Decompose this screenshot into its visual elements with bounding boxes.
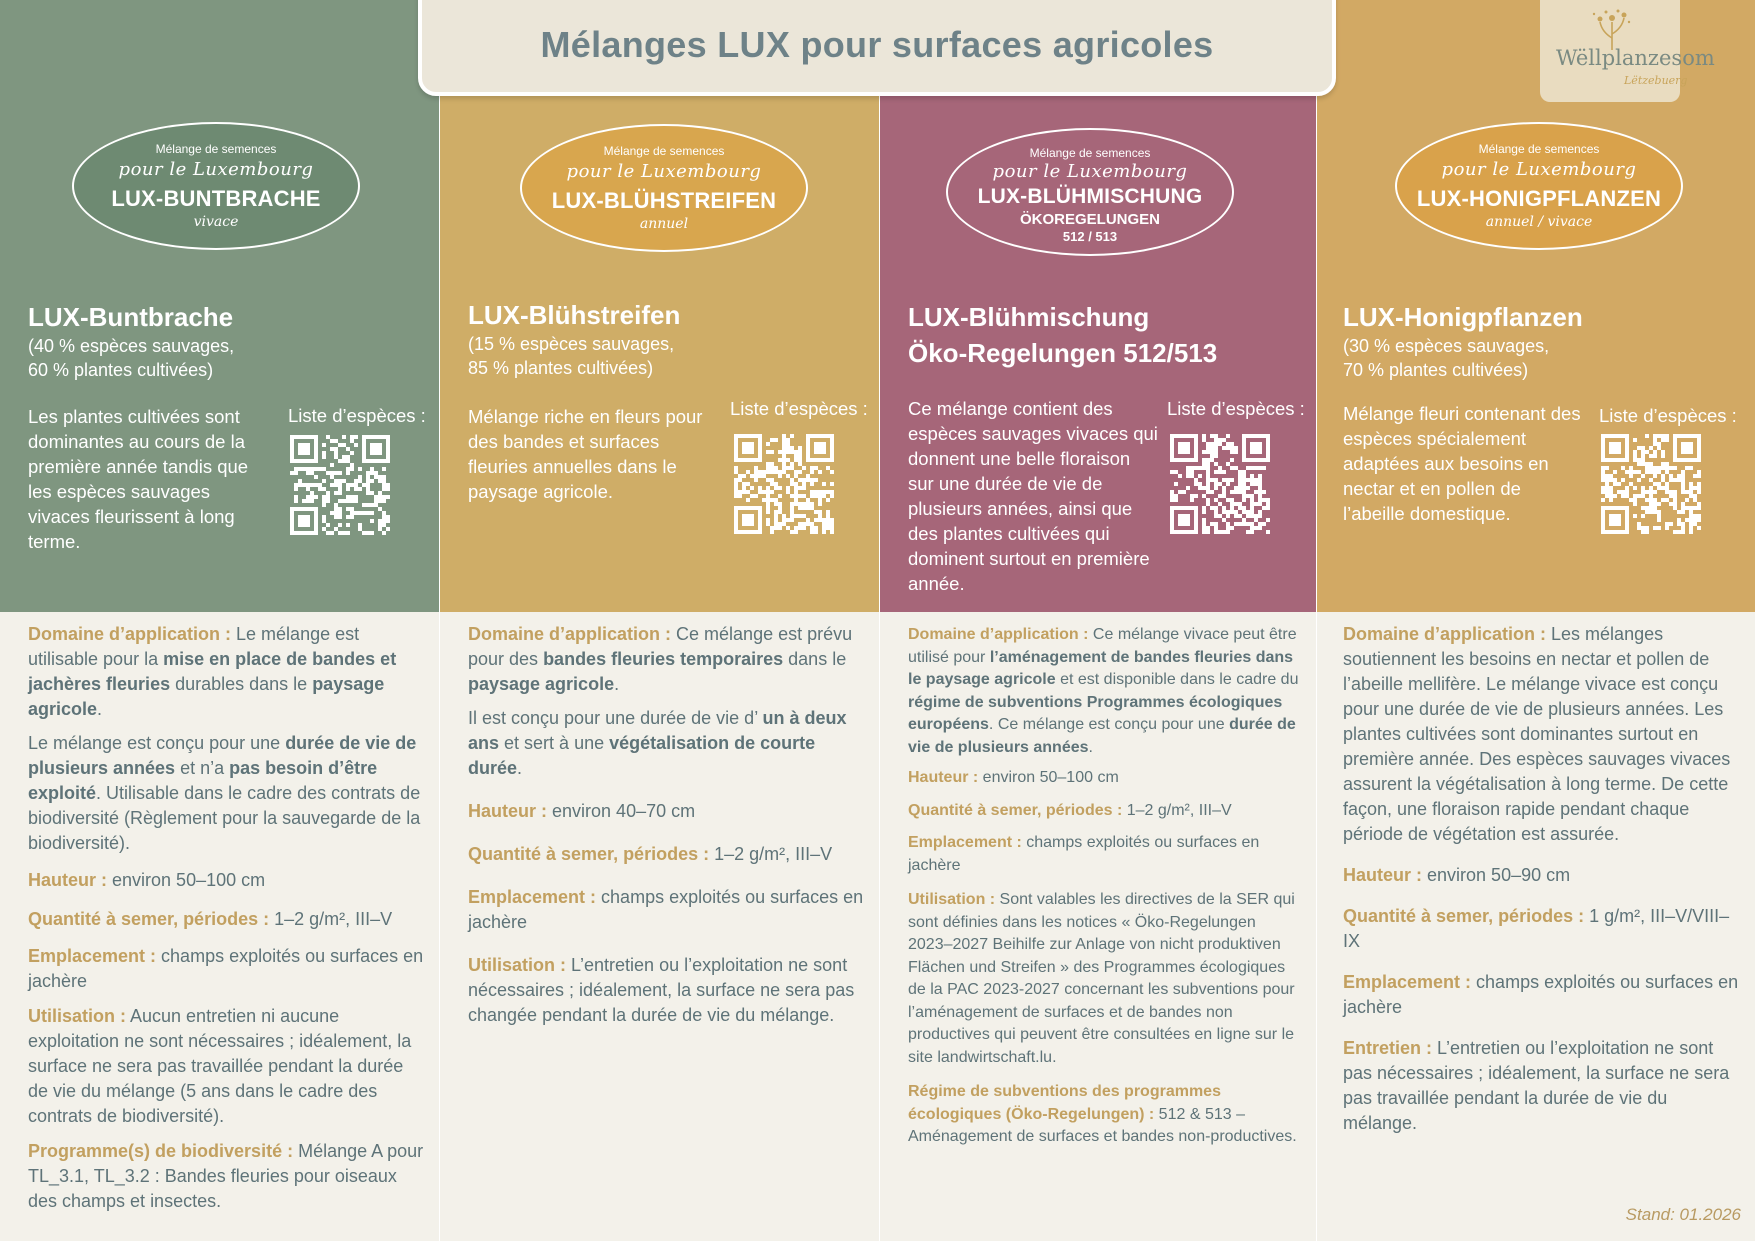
column-header-panel: [1317, 0, 1755, 612]
column-buntbrache: [0, 0, 439, 1241]
height-value: environ 50–90 cm: [1422, 865, 1571, 885]
badge-sub-2: 512 / 513: [1062, 229, 1118, 244]
mix-share-1: (30 % espèces sauvages,: [1343, 336, 1550, 356]
domain-bold: l’aménagement de bandes fleuries dans le paysage agricole: [908, 648, 1294, 688]
badge-name: LUX-BLÜHMISCHUNG: [977, 185, 1203, 208]
domain-bold: bandes fleuries temporaires: [543, 649, 784, 669]
domain-bold: paysage agricole: [28, 674, 385, 719]
logo-text: Wëllplanzesom: [1556, 46, 1715, 70]
para-text: et n’a: [175, 758, 230, 778]
badge-name: LUX-BUNTBRACHE: [111, 186, 321, 211]
location-row: [468, 885, 864, 935]
badge-line2: pour le Luxembourg: [566, 161, 762, 182]
badge-line1: Mélange de semences: [155, 142, 277, 156]
height-row: [1343, 863, 1743, 888]
seed-mix-badge: [520, 124, 808, 252]
quantity-value: 1–2 g/m², III–V: [1122, 801, 1232, 819]
height-row: [908, 767, 1304, 790]
domain-paragraph: [28, 622, 424, 722]
quantity-label: Quantité à semer, périodes :: [468, 844, 710, 864]
seed-mix-badge: [946, 128, 1234, 256]
column-details: [1317, 612, 1755, 1241]
seed-mix-badge: [1395, 122, 1683, 250]
domain-text: Les mélanges soutiennent les besoins en nectar et pollen de l’abeille mellifère. Le mélange vivace est conçu pour une durée de vie de plusieurs années. Les plantes cultivées sont dominantes surtout en première année. Des espèces sauvages vivaces assurent la végétalisation à long terme. De cette façon, une floraison rapide pendant chaque période de végétation est assurée.: [1343, 624, 1731, 844]
seed-mix-badge: [72, 122, 360, 250]
mix-description: Les plantes cultivées sont dominantes au cours de la première année tandis que les espèces sauvages vivaces fleurissent à long terme.: [28, 406, 249, 552]
mix-name: LUX-Blühmischung: [908, 302, 1150, 332]
species-list-label: Liste d’espèces :: [730, 398, 868, 419]
domain-text: .: [614, 674, 620, 694]
column-honigpflanzen: [1317, 0, 1755, 1241]
logo-subtext: Lëtzebuerg: [1624, 74, 1688, 87]
column-details: [440, 612, 879, 1241]
brand-logo: [1540, 0, 1715, 102]
species-list-label: Liste d’espèces :: [1167, 398, 1305, 419]
domain-text: Ce mélange est prévu pour des: [468, 624, 853, 669]
height-label: Hauteur :: [468, 801, 548, 821]
location-value: champs exploités ou surfaces en jachère: [468, 887, 864, 932]
regime-row: [908, 1081, 1304, 1149]
usage-row: [28, 1004, 424, 1129]
regime-label: Régime de subventions des programmes écologiques (Öko-Regelungen) :: [908, 1083, 1221, 1123]
domain-label: Domaine d’application :: [908, 626, 1089, 643]
flower-icon: [1590, 8, 1634, 50]
quantity-row: [1343, 904, 1743, 954]
badge-sub: vivace: [193, 214, 239, 230]
quantity-row: [908, 800, 1304, 823]
column-bluehstreifen: [440, 0, 879, 1241]
mix-description: Mélange riche en fleurs pour des bandes et surfaces fleuries annuelles dans le paysage agricole.: [468, 406, 703, 502]
badge-name: LUX-BLÜHSTREIFEN: [551, 188, 777, 213]
badge-line2: pour le Luxembourg: [992, 161, 1188, 182]
page-title: Mélanges LUX pour surfaces agricoles: [540, 24, 1214, 65]
mix-share-1: (40 % espèces sauvages,: [28, 336, 235, 356]
programme-label: Programme(s) de biodiversité :: [28, 1141, 294, 1161]
location-label: Emplacement :: [468, 887, 597, 907]
qr-code-icon[interactable]: [734, 434, 834, 534]
quantity-row: [28, 907, 424, 932]
domain-bold: mise en place de bandes et jachères fleuries: [28, 649, 397, 694]
column-bluehmischung: [880, 0, 1319, 1241]
height-label: Hauteur :: [1343, 865, 1423, 885]
badge-line1: Mélange de semences: [1029, 146, 1151, 160]
quantity-label: Quantité à semer, périodes :: [1343, 906, 1585, 926]
mix-name-2: Öko-Regelungen 512/513: [908, 338, 1218, 368]
location-value: champs exploités ou surfaces en jachère: [908, 834, 1260, 874]
domain-text: .: [1088, 738, 1093, 756]
domain-text: Le mélange est utilisable pour la: [28, 624, 360, 669]
para-text: .: [517, 758, 523, 778]
para-text: Il est conçu pour une durée de vie d’: [468, 708, 763, 728]
location-label: Emplacement :: [908, 834, 1022, 851]
domain-bold: régime de subventions Programmes écologiques européens: [908, 693, 1283, 733]
programme-row: [28, 1139, 424, 1214]
para-text: . Utilisable dans le cadre des contrats de biodiversité (Règlement pour la sauvegarde de la biodiversité).: [28, 783, 421, 853]
domain-label: Domaine d’application :: [468, 624, 672, 644]
badge-sub: annuel / vivace: [1485, 214, 1593, 230]
stand-date: Stand: 01.2026: [1625, 1205, 1741, 1224]
mix-description: Ce mélange contient des espèces sauvages vivaces qui donnent une belle floraison sur une durée de vie de plusieurs années, ainsi que des plantes cultivées qui dominent surtout en première année.: [908, 398, 1158, 594]
domain-text: dans le: [783, 649, 847, 669]
details-text: [468, 622, 864, 1037]
domain-label: Domaine d’application :: [28, 624, 232, 644]
domain-text: Ce mélange vivace peut être utilisé pour: [908, 626, 1297, 666]
title-banner: [418, 0, 1336, 96]
height-label: Hauteur :: [908, 769, 979, 786]
mix-name: LUX-Blühstreifen: [468, 300, 681, 330]
species-list-label: Liste d’espèces :: [288, 405, 426, 426]
quantity-row: [468, 842, 864, 867]
para-bold: durée de vie de plusieurs années: [28, 733, 417, 778]
domain-text: .: [97, 699, 103, 719]
domain-bold: paysage agricole: [468, 674, 615, 694]
quantity-value: 1 g/m², III–V/VIII–IX: [1343, 906, 1730, 951]
para-bold: pas besoin d’être exploité: [28, 758, 378, 803]
mix-share-2: 70 % plantes cultivées): [1343, 360, 1529, 380]
quantity-value: 1–2 g/m², III–V: [709, 844, 833, 864]
usage-label: Utilisation :: [28, 1006, 126, 1026]
lifespan-paragraph: [28, 731, 424, 856]
mix-name: LUX-Honigpflanzen: [1343, 302, 1583, 332]
usage-value: L’entretien ou l’exploitation ne sont nécessaires ; idéalement, la surface ne sera pas changée pendant la durée de vie du mélange.: [468, 955, 855, 1025]
para-text: et sert à une: [499, 733, 610, 753]
domain-paragraph: [908, 624, 1304, 759]
mix-share-2: 60 % plantes cultivées): [28, 360, 214, 380]
mix-share-1: (15 % espèces sauvages,: [468, 334, 675, 354]
height-label: Hauteur :: [28, 870, 108, 890]
domain-text: et est disponible dans le cadre du: [1055, 671, 1299, 688]
domain-paragraph: [468, 622, 864, 697]
badge-line2: pour le Luxembourg: [118, 159, 314, 180]
maintenance-row: [1343, 1036, 1743, 1136]
location-value: champs exploités ou surfaces en jachère: [1343, 972, 1739, 1017]
height-value: environ 50–100 cm: [978, 769, 1119, 786]
species-list-label: Liste d’espèces :: [1599, 405, 1737, 426]
usage-row: [908, 889, 1304, 1069]
badge-line1: Mélange de semences: [1478, 142, 1600, 156]
mix-name: LUX-Buntbrache: [28, 302, 234, 332]
height-value: environ 50–100 cm: [107, 870, 266, 890]
qr-code-icon[interactable]: [1170, 434, 1270, 534]
column-header-panel: [0, 0, 439, 612]
details-text: [908, 624, 1304, 1157]
badge-line2: pour le Luxembourg: [1441, 159, 1637, 180]
height-row: [28, 868, 424, 893]
location-row: [1343, 970, 1743, 1020]
quantity-label: Quantité à semer, périodes :: [28, 909, 270, 929]
location-label: Emplacement :: [28, 946, 157, 966]
domain-text: durables dans le: [170, 674, 313, 694]
maintenance-value: L’entretien ou l’exploitation ne sont pas nécessaires ; idéalement, la surface ne sera pas travaillée pendant la durée de vie du mélange.: [1343, 1038, 1730, 1133]
qr-code-icon[interactable]: [1601, 434, 1701, 534]
quantity-label: Quantité à semer, périodes :: [908, 801, 1123, 819]
quantity-value: 1–2 g/m², III–V: [269, 909, 393, 929]
regime-value: 512 & 513 – Aménagement de surfaces et bandes non-productives.: [908, 1105, 1297, 1145]
badge-line1: Mélange de semences: [603, 144, 725, 158]
location-value: champs exploités ou surfaces en jachère: [28, 946, 424, 991]
domain-paragraph: [1343, 622, 1743, 847]
programme-value: Mélange A pour TL_3.1, TL_3.2 : Bandes fleuries pour oiseaux des champs et insectes.: [28, 1141, 424, 1211]
qr-code-icon[interactable]: [290, 435, 390, 535]
mix-description: Mélange fleuri contenant des espèces spécialement adaptées aux besoins en nectar et en pollen de l’abeille domestique.: [1343, 403, 1581, 524]
usage-value: Sont valables les directives de la SER qui sont définies dans les notices « Öko-Regelungen 2023–2027 Beihilfe zur Anlage von nicht produktiven Flächen und Streifen » des Programmes écologiques de la PAC 2023-2027 concernant les subventions pour l’aménagement de surfaces et de bandes non productives qui peuvent être consultées en ligne sur le site landwirtschaft.lu.: [908, 891, 1295, 1066]
domain-text: . Ce mélange est conçu pour une: [988, 716, 1230, 733]
para-text: Le mélange est conçu pour une: [28, 733, 286, 753]
badge-name: LUX-HONIGPFLANZEN: [1416, 186, 1662, 211]
height-row: [468, 799, 864, 824]
height-value: environ 40–70 cm: [547, 801, 696, 821]
domain-label: Domaine d’application :: [1343, 624, 1547, 644]
column-details: [0, 612, 439, 1241]
para-bold: végétalisation de courte durée: [468, 733, 816, 778]
maintenance-label: Entretien :: [1343, 1038, 1433, 1058]
usage-value: Aucun entretien ni aucune exploitation ne sont nécessaires ; idéalement, la surface ne sera pas travaillée pendant la durée de vie du mélange (5 ans dans le cadre des contrats de biodiversité).: [28, 1006, 412, 1126]
lifespan-paragraph: [468, 706, 864, 781]
usage-label: Utilisation :: [468, 955, 566, 975]
details-text: [1343, 622, 1743, 1145]
badge-sub: annuel: [639, 216, 689, 232]
domain-bold: durée de vie de plusieurs années: [908, 716, 1296, 756]
usage-label: Utilisation :: [908, 891, 996, 908]
location-row: [908, 832, 1304, 877]
location-label: Emplacement :: [1343, 972, 1472, 992]
usage-row: [468, 953, 864, 1028]
location-row: [28, 944, 424, 994]
column-details: [880, 612, 1319, 1241]
details-text: [28, 622, 424, 1223]
mix-share-2: 85 % plantes cultivées): [468, 358, 654, 378]
badge-sub: ÖKOREGELUNGEN: [1019, 211, 1160, 228]
para-bold: un à deux ans: [468, 708, 847, 753]
